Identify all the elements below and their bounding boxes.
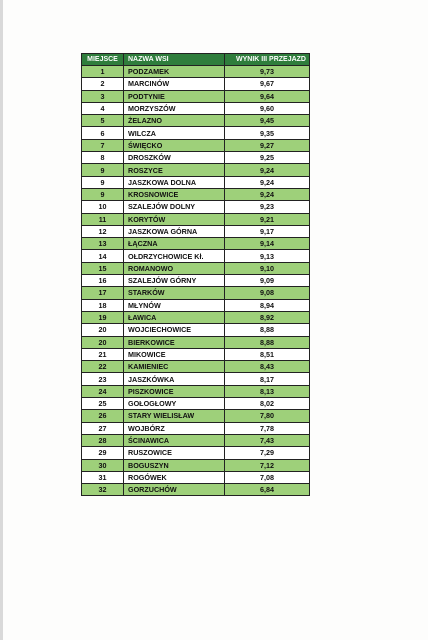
village-name-cell: GOŁOGŁOWY bbox=[124, 398, 225, 410]
village-name-cell: DROSZKÓW bbox=[124, 152, 225, 164]
place-cell: 16 bbox=[82, 275, 124, 287]
score-cell: 7,80 bbox=[225, 410, 310, 422]
place-cell: 17 bbox=[82, 287, 124, 299]
village-name-cell: JASZKÓWKA bbox=[124, 373, 225, 385]
table-row bbox=[82, 225, 310, 237]
score-cell: 7,08 bbox=[225, 471, 310, 483]
score-cell: 9,21 bbox=[225, 213, 310, 225]
place-cell: 2 bbox=[82, 78, 124, 90]
score-cell: 9,24 bbox=[225, 188, 310, 200]
village-name-cell: ŚWIĘCKO bbox=[124, 139, 225, 151]
table-row bbox=[82, 115, 310, 127]
table-row bbox=[82, 250, 310, 262]
score-cell: 8,88 bbox=[225, 324, 310, 336]
village-name-cell: WOJBÓRZ bbox=[124, 422, 225, 434]
score-cell: 9,14 bbox=[225, 238, 310, 250]
score-cell: 8,51 bbox=[225, 348, 310, 360]
table-row bbox=[82, 262, 310, 274]
village-name-cell: SZALEJÓW DOLNY bbox=[124, 201, 225, 213]
score-cell: 9,64 bbox=[225, 90, 310, 102]
village-name-cell: KROSNOWICE bbox=[124, 188, 225, 200]
village-name-cell: KAMIENIEC bbox=[124, 361, 225, 373]
place-cell: 13 bbox=[82, 238, 124, 250]
header-name: NAZWA WSI bbox=[124, 54, 225, 66]
village-name-cell: WILCZA bbox=[124, 127, 225, 139]
score-cell: 8,13 bbox=[225, 385, 310, 397]
village-name-cell: SZALEJÓW GÓRNY bbox=[124, 275, 225, 287]
table-row bbox=[82, 66, 310, 78]
score-cell: 8,92 bbox=[225, 311, 310, 323]
place-cell: 7 bbox=[82, 139, 124, 151]
place-cell: 28 bbox=[82, 434, 124, 446]
table-row bbox=[82, 348, 310, 360]
village-name-cell: PODZAMEK bbox=[124, 66, 225, 78]
place-cell: 30 bbox=[82, 459, 124, 471]
table-row bbox=[82, 164, 310, 176]
score-cell: 8,94 bbox=[225, 299, 310, 311]
table-row bbox=[82, 299, 310, 311]
table-row bbox=[82, 90, 310, 102]
place-cell: 21 bbox=[82, 348, 124, 360]
village-name-cell: ROGÓWEK bbox=[124, 471, 225, 483]
table-row bbox=[82, 324, 310, 336]
score-cell: 9,60 bbox=[225, 102, 310, 114]
village-name-cell: ŁAWICA bbox=[124, 311, 225, 323]
table-row bbox=[82, 385, 310, 397]
place-cell: 9 bbox=[82, 164, 124, 176]
village-name-cell: BOGUSZYN bbox=[124, 459, 225, 471]
place-cell: 32 bbox=[82, 484, 124, 496]
score-cell: 9,09 bbox=[225, 275, 310, 287]
table-row bbox=[82, 139, 310, 151]
village-name-cell: MARCINÓW bbox=[124, 78, 225, 90]
village-name-cell: MŁYNÓW bbox=[124, 299, 225, 311]
village-name-cell: GORZUCHÓW bbox=[124, 484, 225, 496]
table-row bbox=[82, 102, 310, 114]
place-cell: 4 bbox=[82, 102, 124, 114]
place-cell: 31 bbox=[82, 471, 124, 483]
score-cell: 9,45 bbox=[225, 115, 310, 127]
table-row bbox=[82, 447, 310, 459]
place-cell: 10 bbox=[82, 201, 124, 213]
table-row bbox=[82, 287, 310, 299]
place-cell: 19 bbox=[82, 311, 124, 323]
place-cell: 24 bbox=[82, 385, 124, 397]
table-row bbox=[82, 275, 310, 287]
place-cell: 5 bbox=[82, 115, 124, 127]
score-cell: 9,25 bbox=[225, 152, 310, 164]
table-row bbox=[82, 484, 310, 496]
place-cell: 26 bbox=[82, 410, 124, 422]
score-cell: 8,43 bbox=[225, 361, 310, 373]
place-cell: 20 bbox=[82, 336, 124, 348]
place-cell: 20 bbox=[82, 324, 124, 336]
header-row bbox=[82, 54, 310, 66]
score-cell: 9,23 bbox=[225, 201, 310, 213]
score-cell: 9,24 bbox=[225, 164, 310, 176]
scan-edge bbox=[0, 0, 3, 640]
score-cell: 9,08 bbox=[225, 287, 310, 299]
score-cell: 6,84 bbox=[225, 484, 310, 496]
score-cell: 8,17 bbox=[225, 373, 310, 385]
score-cell: 9,35 bbox=[225, 127, 310, 139]
village-name-cell: PODTYNIE bbox=[124, 90, 225, 102]
score-cell: 9,17 bbox=[225, 225, 310, 237]
place-cell: 23 bbox=[82, 373, 124, 385]
place-cell: 29 bbox=[82, 447, 124, 459]
village-name-cell: ŻELAZNO bbox=[124, 115, 225, 127]
village-name-cell: ŁĄCZNA bbox=[124, 238, 225, 250]
place-cell: 25 bbox=[82, 398, 124, 410]
village-name-cell: ROMANOWO bbox=[124, 262, 225, 274]
village-name-cell: WOJCIECHOWICE bbox=[124, 324, 225, 336]
table-row bbox=[82, 361, 310, 373]
village-name-cell: ŚCINAWICA bbox=[124, 434, 225, 446]
score-cell: 8,02 bbox=[225, 398, 310, 410]
place-cell: 8 bbox=[82, 152, 124, 164]
score-cell: 9,24 bbox=[225, 176, 310, 188]
village-name-cell: PISZKOWICE bbox=[124, 385, 225, 397]
score-cell: 9,67 bbox=[225, 78, 310, 90]
village-name-cell: KORYTÓW bbox=[124, 213, 225, 225]
village-name-cell: MORZYSZÓW bbox=[124, 102, 225, 114]
table-body bbox=[82, 66, 310, 496]
place-cell: 1 bbox=[82, 66, 124, 78]
table-row bbox=[82, 213, 310, 225]
village-name-cell: MIKOWICE bbox=[124, 348, 225, 360]
table-row bbox=[82, 176, 310, 188]
place-cell: 12 bbox=[82, 225, 124, 237]
table-row bbox=[82, 373, 310, 385]
score-cell: 7,43 bbox=[225, 434, 310, 446]
table-row bbox=[82, 311, 310, 323]
table-row bbox=[82, 78, 310, 90]
table-row bbox=[82, 398, 310, 410]
place-cell: 9 bbox=[82, 188, 124, 200]
table-row bbox=[82, 152, 310, 164]
table-row bbox=[82, 188, 310, 200]
village-name-cell: ROSZYCE bbox=[124, 164, 225, 176]
village-name-cell: STARKÓW bbox=[124, 287, 225, 299]
score-cell: 9,27 bbox=[225, 139, 310, 151]
score-cell: 7,29 bbox=[225, 447, 310, 459]
score-cell: 8,88 bbox=[225, 336, 310, 348]
table-row bbox=[82, 127, 310, 139]
village-name-cell: JASZKOWA GÓRNA bbox=[124, 225, 225, 237]
table-row bbox=[82, 434, 310, 446]
place-cell: 22 bbox=[82, 361, 124, 373]
score-cell: 7,12 bbox=[225, 459, 310, 471]
village-name-cell: STARY WIELISŁAW bbox=[124, 410, 225, 422]
score-cell: 7,78 bbox=[225, 422, 310, 434]
table-row bbox=[82, 201, 310, 213]
place-cell: 15 bbox=[82, 262, 124, 274]
header-score: WYNIK III PRZEJAZD bbox=[225, 54, 310, 66]
table-row bbox=[82, 422, 310, 434]
village-name-cell: RUSZOWICE bbox=[124, 447, 225, 459]
place-cell: 9 bbox=[82, 176, 124, 188]
table-row bbox=[82, 336, 310, 348]
score-cell: 9,10 bbox=[225, 262, 310, 274]
score-cell: 9,13 bbox=[225, 250, 310, 262]
village-name-cell: JASZKOWA DOLNA bbox=[124, 176, 225, 188]
village-name-cell: OŁDRZYCHOWICE Kł. bbox=[124, 250, 225, 262]
place-cell: 27 bbox=[82, 422, 124, 434]
place-cell: 6 bbox=[82, 127, 124, 139]
table-row bbox=[82, 410, 310, 422]
place-cell: 14 bbox=[82, 250, 124, 262]
place-cell: 11 bbox=[82, 213, 124, 225]
table-header bbox=[82, 54, 310, 66]
score-cell: 9,73 bbox=[225, 66, 310, 78]
table-row bbox=[82, 471, 310, 483]
village-name-cell: BIERKOWICE bbox=[124, 336, 225, 348]
place-cell: 3 bbox=[82, 90, 124, 102]
header-place: MIEJSCE bbox=[82, 54, 124, 66]
results-table bbox=[81, 53, 310, 496]
place-cell: 18 bbox=[82, 299, 124, 311]
table-row bbox=[82, 459, 310, 471]
table-row bbox=[82, 238, 310, 250]
